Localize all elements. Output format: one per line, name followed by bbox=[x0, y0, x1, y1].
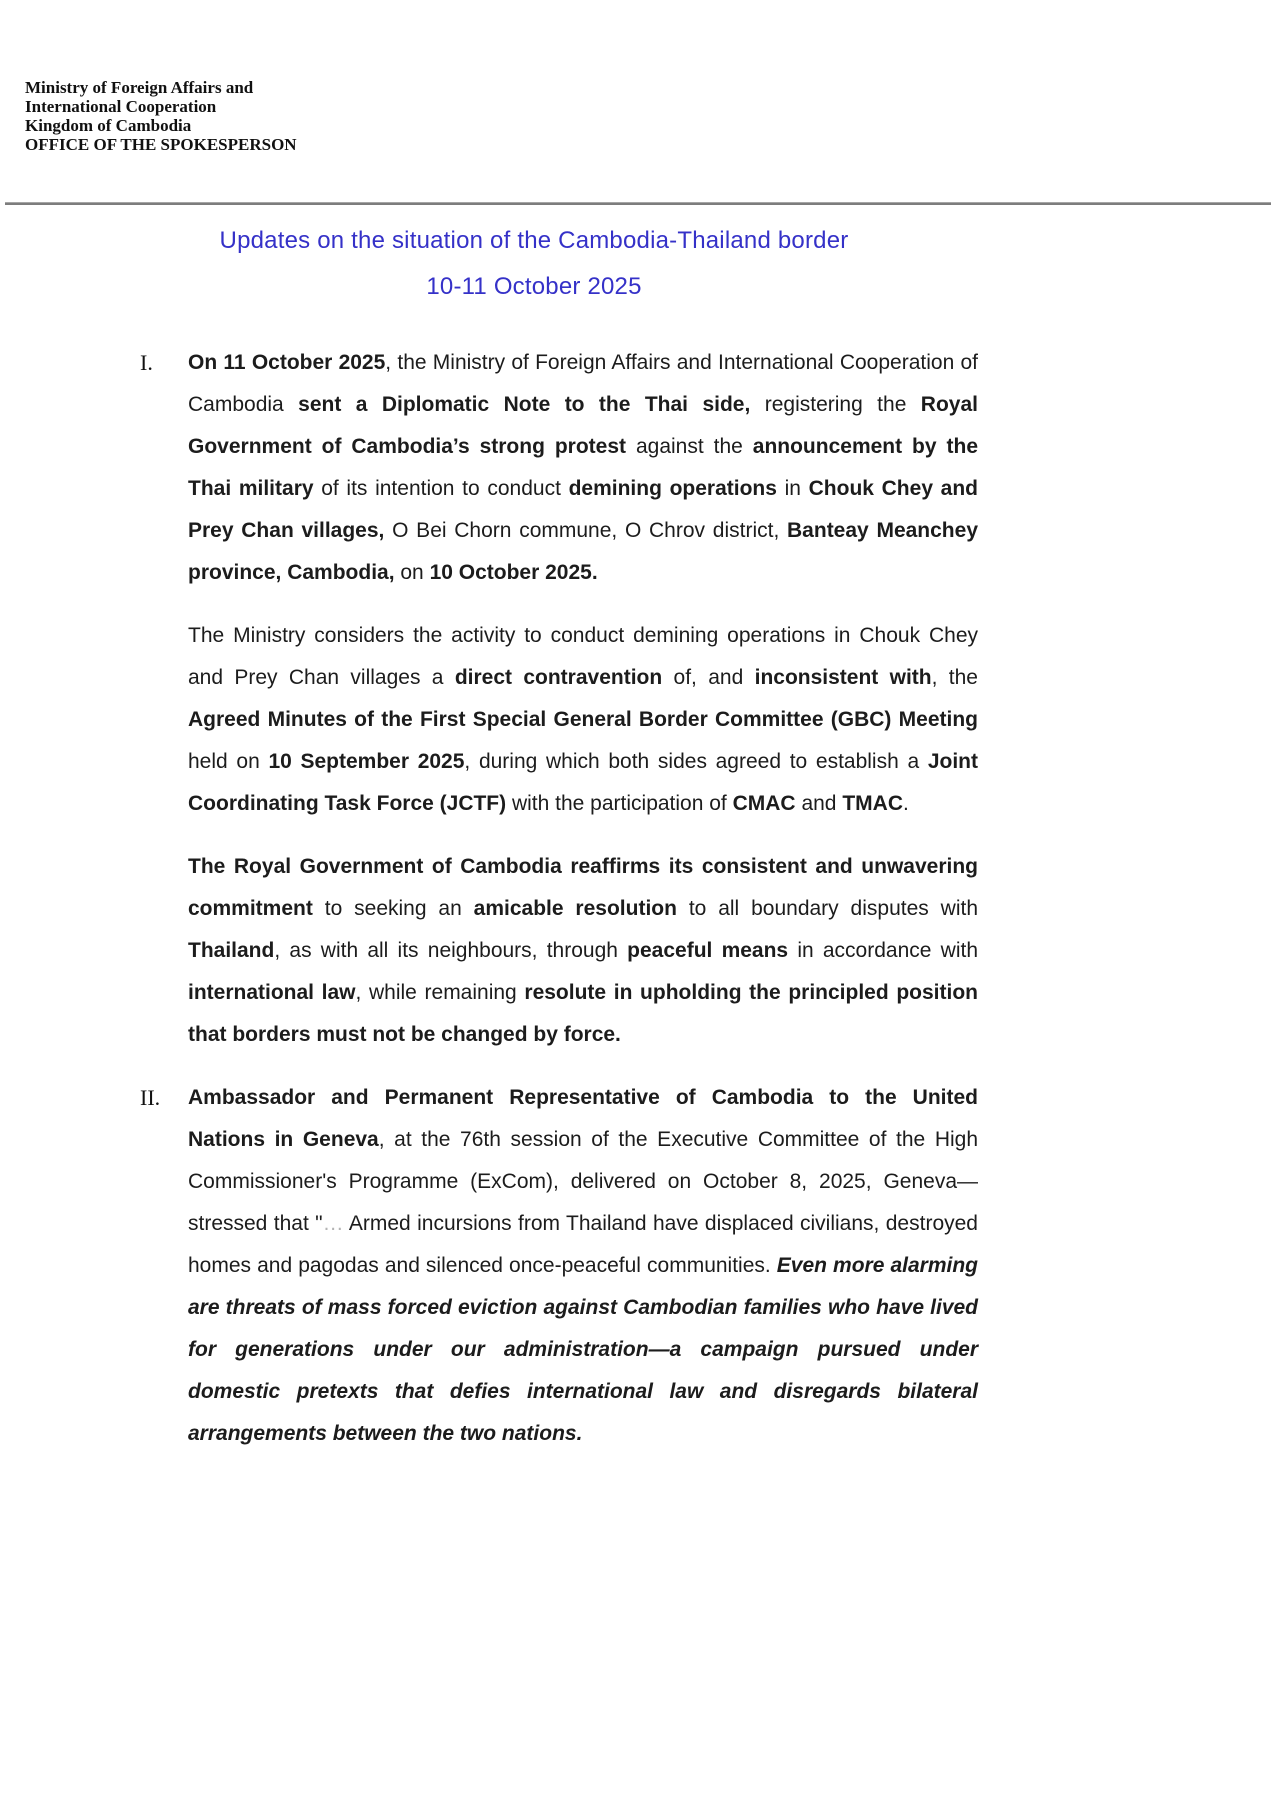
text-run: of its intention to conduct bbox=[313, 477, 569, 500]
text-run: in accordance with bbox=[788, 939, 978, 962]
paragraph-marker: I. bbox=[140, 350, 153, 375]
text-run: TMAC bbox=[842, 792, 903, 815]
title-line-1: Updates on the situation of the Cambodia-Thailand border bbox=[219, 227, 849, 254]
text-run: announcement by the Thai military bbox=[188, 435, 978, 500]
text-run: peaceful means bbox=[627, 939, 789, 962]
text-run: held on bbox=[188, 750, 269, 773]
text-run: . bbox=[902, 792, 909, 815]
document-body bbox=[140, 342, 978, 1455]
text-run: registering the bbox=[750, 393, 921, 416]
text-run: to all boundary disputes with bbox=[676, 897, 979, 920]
title-line-2: 10-11 October 2025 bbox=[426, 273, 642, 300]
text-run: and bbox=[795, 792, 843, 815]
paragraph-marker bbox=[140, 846, 188, 1056]
text-run: , during which both sides agreed to establish a bbox=[464, 750, 928, 773]
paragraph-marker: II. bbox=[140, 1085, 161, 1110]
header-divider bbox=[5, 202, 1271, 205]
text-run: amicable resolution bbox=[473, 897, 677, 920]
paragraph bbox=[140, 615, 978, 825]
letterhead-line-3: Kingdom of Cambodia bbox=[25, 116, 192, 135]
text-run: of, and bbox=[662, 666, 755, 689]
text-run: demining operations bbox=[568, 477, 777, 500]
letterhead bbox=[0, 0, 1276, 154]
paragraph bbox=[140, 1077, 978, 1455]
letterhead-line-4: OFFICE OF THE SPOKESPERSON bbox=[25, 135, 297, 154]
text-run: sent a Diplomatic Note to the Thai side, bbox=[298, 393, 751, 416]
letterhead-line-2: International Cooperation bbox=[25, 97, 217, 116]
text-run: to seeking an bbox=[312, 897, 474, 920]
text-run: O Bei Chorn commune, O Chrov district, bbox=[384, 519, 788, 542]
document-title bbox=[0, 218, 1068, 310]
text-run: resolute in upholding the principled position that borders must not be changed by force. bbox=[188, 981, 978, 1046]
text-run: The Royal Government of Cambodia reaffirms its consistent and unwavering commitment bbox=[188, 855, 978, 920]
paragraph bbox=[140, 342, 978, 594]
text-run: Joint Coordinating Task Force (JCTF) bbox=[188, 750, 978, 815]
text-run: 10 October 2025. bbox=[429, 561, 598, 584]
text-run: Agreed Minutes of the First Special General Border Committee (GBC) Meeting bbox=[188, 708, 978, 731]
text-run: Armed incursions from Thailand have displaced civilians, destroyed homes and pagodas and silenced once-peaceful communities. bbox=[188, 1212, 978, 1277]
text-run: , while remaining bbox=[355, 981, 525, 1004]
paragraph-text bbox=[188, 846, 978, 1056]
text-run: with the participation of bbox=[506, 792, 733, 815]
text-run: Ambassador and Permanent Representative of Cambodia to the United Nations in Geneva bbox=[188, 1086, 978, 1151]
text-run: On 11 October 2025 bbox=[188, 351, 386, 374]
paragraph-text bbox=[188, 342, 978, 594]
text-run: Chouk Chey and Prey Chan villages, bbox=[188, 477, 979, 542]
text-run: … bbox=[322, 1212, 344, 1235]
paragraph-marker bbox=[140, 615, 188, 825]
text-run: 10 September 2025 bbox=[268, 750, 465, 773]
text-run: Banteay Meanchey province, Cambodia, bbox=[188, 519, 978, 584]
letterhead-line-1: Ministry of Foreign Affairs and bbox=[25, 78, 254, 97]
text-run: , at the 76th session of the Executive Committee of the High Commissioner's Programme (ExCom), delivered on October 8, 2025, Geneva— stressed that " bbox=[188, 1128, 979, 1235]
text-run: CMAC bbox=[732, 792, 796, 815]
text-run: Even more alarming are threats of mass forced eviction against Cambodian families who have lived for generations under our administration—a campaign pursued under domestic pretexts that defies international law and disregards bilateral arrangements between the two nations. bbox=[188, 1254, 978, 1445]
text-run: , the bbox=[931, 666, 978, 689]
text-run: , as with all its neighbours, through bbox=[274, 939, 628, 962]
text-run: , the Ministry of Foreign Affairs and International Cooperation of Cambodia bbox=[188, 351, 978, 416]
text-run: direct contravention bbox=[454, 666, 663, 689]
text-run: inconsistent with bbox=[754, 666, 932, 689]
text-run: The Ministry considers the activity to conduct demining operations in Chouk Chey and Prey Chan villages a bbox=[188, 624, 978, 689]
text-run: Royal Government of Cambodia’s strong protest bbox=[188, 393, 978, 458]
text-run: international law bbox=[188, 981, 356, 1004]
paragraph-text bbox=[188, 615, 978, 825]
paragraph bbox=[140, 846, 978, 1056]
text-run: Thailand bbox=[188, 939, 275, 962]
text-run: in bbox=[776, 477, 809, 500]
paragraph-text bbox=[188, 1077, 978, 1455]
text-run: on bbox=[394, 561, 430, 584]
text-run: against the bbox=[626, 435, 753, 458]
